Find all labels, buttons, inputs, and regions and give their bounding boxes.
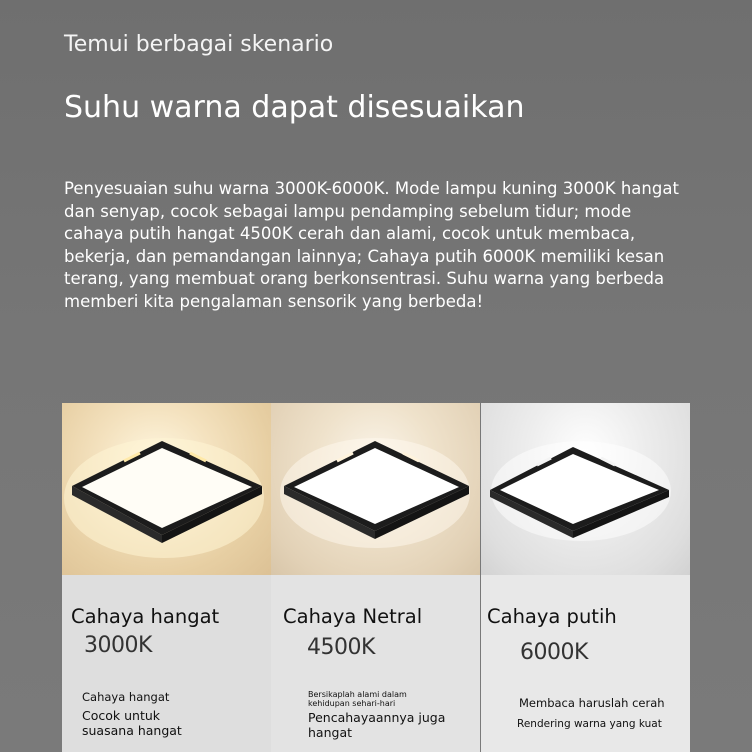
kelvin-value: 3000K xyxy=(84,633,152,658)
lamp-photo-cool xyxy=(481,403,690,575)
mode-note: Bersikaplah alami dalam xyxy=(308,690,407,699)
lamp-photo-neutral xyxy=(271,403,480,575)
mode-note: hangat xyxy=(308,725,353,740)
kelvin-value: 4500K xyxy=(307,635,375,660)
mode-note: kehidupan sehari-hari xyxy=(308,699,396,708)
color-temperature-panels xyxy=(62,403,690,752)
mode-note: Cahaya hangat xyxy=(82,690,170,704)
mode-name: Cahaya putih xyxy=(487,605,617,628)
mode-note: Cocok untuk xyxy=(82,708,161,723)
mode-note: suasana hangat xyxy=(82,723,182,738)
ceiling-lamp-icon xyxy=(481,403,690,575)
mode-note: Rendering warna yang kuat xyxy=(517,718,662,730)
mode-panel-warm xyxy=(62,403,271,752)
description: Penyesuaian suhu warna 3000K-6000K. Mode lampu kuning 3000K hangat dan senyap, cocok sebagai lampu pendamping sebelum tidur; mode cahaya putih hangat 4500K cerah dan alami, cocok untuk membaca, bekerja, dan pemandangan lainnya; Cahaya putih 6000K memiliki kesan terang, yang membuat orang berkonsentrasi. Suhu warna yang berbeda memberi kita pengalaman sensorik yang berbeda! xyxy=(64,179,679,311)
mode-name: Cahaya Netral xyxy=(283,605,423,628)
mode-panel-cool xyxy=(481,403,690,752)
headline: Suhu warna dapat disesuaikan xyxy=(64,90,525,125)
mode-caption-warm xyxy=(62,575,271,752)
mode-note: Pencahayaannya juga xyxy=(308,710,446,725)
mode-panel-neutral xyxy=(271,403,480,752)
tagline: Temui berbagai skenario xyxy=(64,32,334,57)
mode-name: Cahaya hangat xyxy=(71,605,220,628)
mode-caption-cool xyxy=(481,575,690,752)
ceiling-lamp-icon xyxy=(62,403,271,575)
mode-caption-neutral xyxy=(271,575,480,752)
lamp-photo-warm xyxy=(62,403,271,575)
kelvin-value: 6000K xyxy=(520,640,588,665)
ceiling-lamp-icon xyxy=(271,403,480,575)
mode-note: Membaca haruslah cerah xyxy=(519,696,665,710)
